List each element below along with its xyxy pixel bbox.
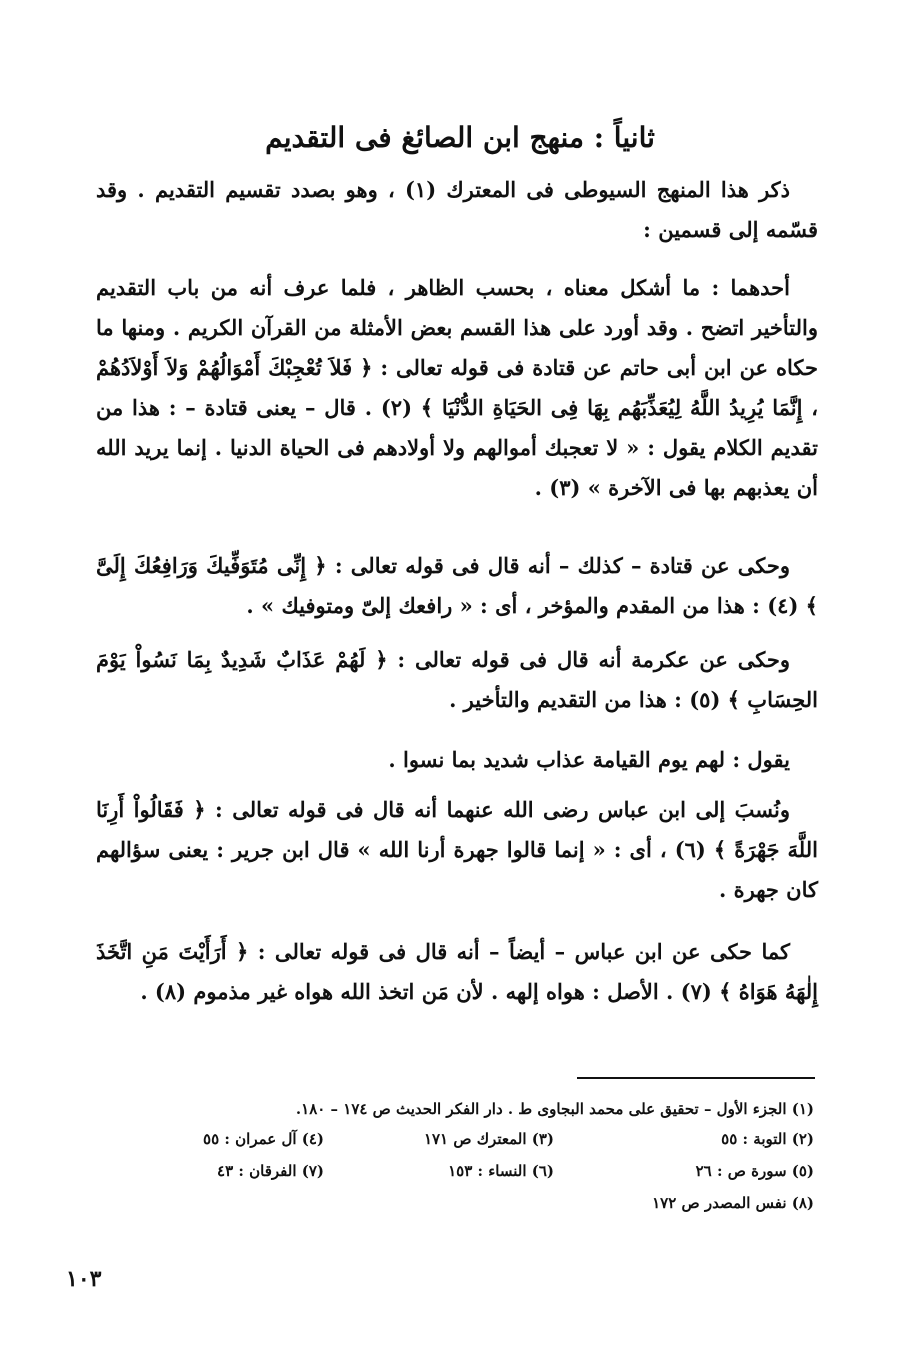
paragraph-text: وحكى عن عكرمة أنه قال فى قوله تعالى : ﴿ لَهُمْ عَذَابٌ شَدِيدٌ بِمَا نَسُواْ يَوْمَ الحِسَابِ ﴾ (٥) : هذا من التقديم والتأخير . <box>96 647 818 712</box>
paragraph-ibn-abbas-2 <box>96 932 818 1012</box>
paragraph-text: وحكى عن قتادة – كذلك – أنه قال فى قوله تعالى : ﴿ إِنِّى مُتَوَفِّيكَ وَرَافِعُكَ إِلَىَّ ﴾ (٤) : هذا من المقدم والمؤخر ، أى : « رافعك إلىّ ومتوفيك » . <box>96 553 818 618</box>
paragraph-ikrima <box>96 640 818 720</box>
footnote-5: (٥) سورة ص : ٢٦ <box>695 1162 814 1180</box>
footnote-4: (٤) آل عمران : ٥٥ <box>203 1130 324 1148</box>
paragraph-qatada <box>96 546 818 626</box>
paragraph-intro <box>96 170 818 250</box>
paragraph-ibn-abbas <box>96 790 818 910</box>
footnote-6: (٦) النساء : ١٥٣ <box>448 1162 554 1180</box>
footnote-3: (٣) المعترك ص ١٧١ <box>423 1130 554 1148</box>
paragraph-text: ذكر هذا المنهج السيوطى فى المعترك (١) ، وهو بصدد تقسيم التقديم . وقد قسّمه إلى قسمين : <box>96 177 818 242</box>
paragraph-text: أحدهما : ما أشكل معناه ، بحسب الظاهر ، فلما عرف أنه من باب التقديم والتأخير اتضح . وقد أورد على هذا القسم بعض الأمثلة من القرآن الكريم . ومنها ما حكاه عن ابن أبى حاتم عن قتادة فى قوله تعالى : ﴿ فَلاَ تُعْجِبْكَ أَمْوَالُهُمْ وَلاَ أَوْلاَدُهُمْ ، إِنَّمَا يُرِيدُ اللَّهُ لِيُعَذِّبَهُم بِهَا فِى الحَيَاةِ الدُّنْيَا ﴾ (٢) . قال – يعنى قتادة – : هذا من تقديم الكلام يقول : « لا تعجبك أموالهم ولا أولادهم فى الحياة الدنيا . إنما يريد الله أن يعذبهم بها فى الآخرة » (٣) . <box>96 275 818 500</box>
paragraph-explanation <box>96 740 818 780</box>
paragraph-first-section <box>96 268 818 508</box>
footnote-1: (١) الجزء الأول – تحقيق على محمد البجاوى ط . دار الفكر الحديث ص ١٧٤ – ١٨٠. <box>295 1100 814 1118</box>
footnote-7: (٧) الفرقان : ٤٣ <box>217 1162 324 1180</box>
footnote-2: (٢) التوبة : ٥٥ <box>721 1130 814 1148</box>
footnote-separator <box>577 1077 815 1079</box>
footnote-8: (٨) نفس المصدر ص ١٧٢ <box>652 1194 814 1212</box>
page-number: ١٠٣ <box>66 1266 102 1292</box>
paragraph-text: كما حكى عن ابن عباس – أيضاً – أنه قال فى قوله تعالى : ﴿ أَرَأَيْتَ مَنِ اتَّخَذَ إِلٰهَهُ هَوَاهُ ﴾ (٧) . الأصل : هواه إلهه . لأن مَن اتخذ الله هواه غير مذموم (٨) . <box>96 939 818 1004</box>
paragraph-text: ونُسبَ إلى ابن عباس رضى الله عنهما أنه قال فى قوله تعالى : ﴿ فَقَالُواْ أَرِنَا اللَّهَ جَهْرَةً ﴾ (٦) ، أى : « إنما قالوا جهرة أرنا الله » قال ابن جرير : يعنى سؤالهم كان جهرة . <box>96 797 818 902</box>
paragraph-text: يقول : لهم يوم القيامة عذاب شديد بما نسوا . <box>388 747 790 772</box>
section-heading: ثانياً : منهج ابن الصائغ فى التقديم <box>265 121 655 154</box>
